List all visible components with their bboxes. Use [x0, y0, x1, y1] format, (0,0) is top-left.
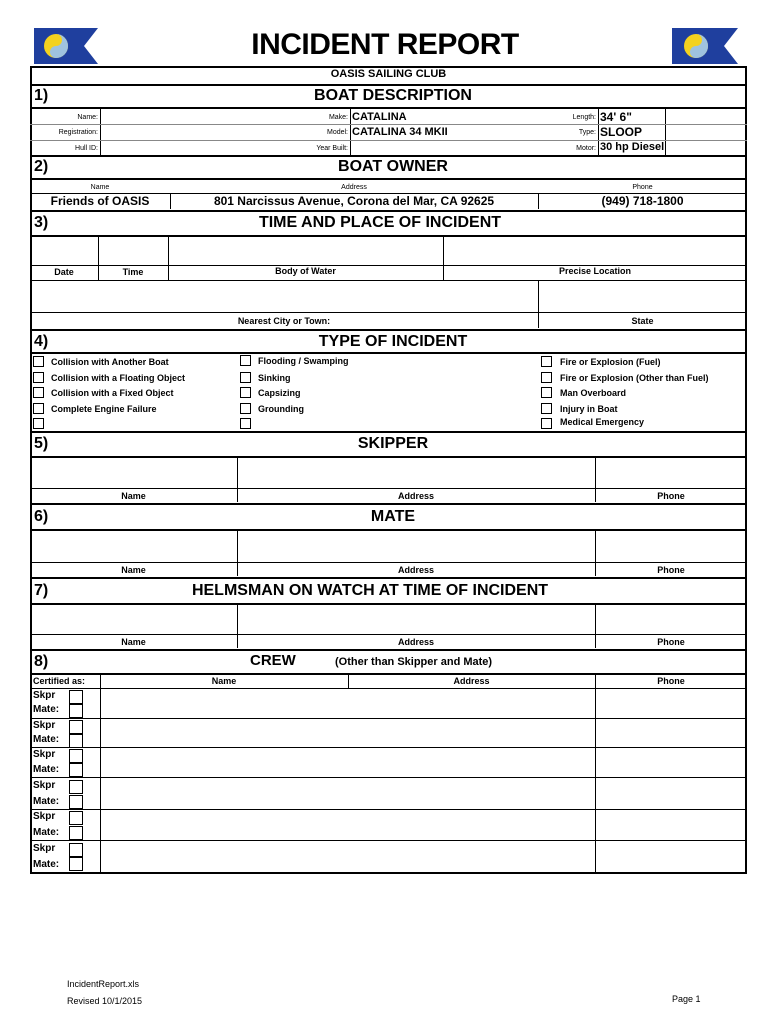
owner-address-label: Address [341, 184, 367, 191]
section-3-title: TIME AND PLACE OF INCIDENT [258, 214, 502, 231]
length-value[interactable]: 34' 6" [600, 110, 632, 124]
type-value[interactable]: SLOOP [600, 125, 643, 139]
crew-row-4-mate: Mate: [33, 796, 60, 807]
checkbox-flooding[interactable] [240, 355, 251, 366]
date-label: Date [54, 267, 74, 277]
crew-row-4-skpr-checkbox[interactable] [69, 780, 83, 794]
checkbox-collision-fixed-object[interactable] [33, 387, 44, 398]
section-7-title: HELMSMAN ON WATCH AT TIME OF INCIDENT [191, 582, 549, 599]
incident-man-overboard: Man Overboard [560, 388, 627, 398]
crew-row-2-mate-checkbox[interactable] [69, 734, 83, 748]
checkbox-collision-floating-object[interactable] [33, 372, 44, 383]
section-2-number: 2) [34, 158, 49, 175]
checkbox-injury[interactable] [541, 403, 552, 414]
crew-address-label: Address [453, 676, 490, 686]
certified-as-label: Certified as: [33, 676, 86, 686]
crew-row-1-skpr: Skpr [33, 690, 56, 701]
crew-row-4-skpr: Skpr [33, 780, 56, 791]
checkbox-other-col2[interactable] [240, 418, 251, 429]
section-8-number: 8) [34, 653, 49, 670]
incident-fire-fuel: Fire or Explosion (Fuel) [560, 357, 661, 367]
footer-revised: Revised 10/1/2015 [67, 996, 143, 1006]
mate-name-label: Name [121, 565, 146, 575]
model-value[interactable]: CATALINA 34 MKII [352, 126, 448, 138]
section-8-title: CREW [250, 652, 296, 669]
hull-id-label: Hull ID: [75, 145, 98, 152]
crew-row-3-mate-checkbox[interactable] [69, 763, 83, 777]
crew-row-2-skpr-checkbox[interactable] [69, 720, 83, 734]
section-2-title: BOAT OWNER [338, 158, 448, 175]
incident-medical: Medical Emergency [560, 417, 645, 427]
mate-address-label: Address [397, 565, 434, 575]
section-1-number: 1) [34, 87, 49, 104]
checkbox-sinking[interactable] [240, 372, 251, 383]
section-3-number: 3) [34, 214, 49, 231]
skipper-phone-label: Phone [657, 491, 685, 501]
precise-location-label: Precise Location [558, 266, 632, 276]
owner-phone-value[interactable]: (949) 718-1800 [601, 194, 684, 208]
helmsman-name-label: Name [121, 637, 146, 647]
club-name: OASIS SAILING CLUB [330, 68, 447, 80]
crew-row-3-mate: Mate: [33, 764, 60, 775]
skipper-address-label: Address [397, 491, 434, 501]
incident-capsizing: Capsizing [258, 388, 301, 398]
checkbox-fire-fuel[interactable] [541, 356, 552, 367]
crew-row-4-mate-checkbox[interactable] [69, 795, 83, 809]
section-4-title: TYPE OF INCIDENT [318, 333, 468, 350]
type-label: Type: [578, 129, 596, 136]
crew-row-1-mate: Mate: [33, 704, 60, 715]
section-1-title: BOAT DESCRIPTION [314, 87, 472, 104]
crew-row-1-skpr-checkbox[interactable] [69, 690, 83, 704]
crew-row-6-skpr: Skpr [33, 843, 56, 854]
incident-engine-failure: Complete Engine Failure [51, 404, 157, 414]
incident-collision-fixed-object: Collision with a Fixed Object [51, 388, 174, 398]
year-built-label: Year Built: [316, 145, 348, 152]
owner-phone-label: Phone [632, 184, 653, 191]
incident-grounding: Grounding [258, 404, 304, 414]
incident-fire-other: Fire or Explosion (Other than Fuel) [560, 373, 709, 383]
crew-row-6-mate: Mate: [33, 859, 60, 870]
checkbox-collision-another-boat[interactable] [33, 356, 44, 367]
owner-name-value[interactable]: Friends of OASIS [50, 194, 150, 208]
crew-row-5-mate-checkbox[interactable] [69, 826, 83, 840]
registration-label: Registration: [58, 129, 98, 136]
time-label: Time [122, 267, 144, 277]
section-8-subtitle: (Other than Skipper and Mate) [335, 656, 493, 668]
body-of-water-label: Body of Water [275, 266, 336, 276]
crew-row-3-skpr: Skpr [33, 749, 56, 760]
model-label: Model: [326, 129, 348, 136]
checkbox-engine-failure[interactable] [33, 403, 44, 414]
crew-row-6-mate-checkbox[interactable] [69, 857, 83, 871]
oasis-burgee-right-icon [672, 28, 738, 64]
motor-value[interactable]: 30 hp Diesel [600, 141, 665, 153]
crew-row-2-skpr: Skpr [33, 720, 56, 731]
section-5-title: SKIPPER [357, 435, 429, 452]
incident-injury: Injury in Boat [560, 404, 618, 414]
helmsman-address-label: Address [397, 637, 434, 647]
section-7-number: 7) [34, 582, 49, 599]
nearest-city-label: Nearest City or Town: [237, 316, 331, 326]
oasis-burgee-left-icon [34, 28, 98, 64]
checkbox-grounding[interactable] [240, 403, 251, 414]
crew-name-label: Name [211, 676, 237, 686]
make-value[interactable]: CATALINA [352, 111, 407, 123]
crew-row-6-skpr-checkbox[interactable] [69, 843, 83, 857]
footer-filename: IncidentReport.xls [67, 979, 140, 989]
crew-row-5-mate: Mate: [33, 827, 60, 838]
footer-page-number: Page 1 [672, 994, 701, 1004]
incident-collision-floating-object: Collision with a Floating Object [51, 373, 186, 383]
skipper-name-label: Name [121, 491, 146, 501]
page-title: INCIDENT REPORT [251, 28, 519, 61]
length-label: Length: [572, 114, 596, 121]
owner-name-label: Name [90, 184, 110, 191]
crew-row-5-skpr: Skpr [33, 811, 56, 822]
section-5-number: 5) [34, 435, 49, 452]
checkbox-other-col1[interactable] [33, 418, 44, 429]
crew-row-1-mate-checkbox[interactable] [69, 704, 83, 718]
incident-collision-another-boat: Collision with Another Boat [51, 357, 169, 367]
crew-row-3-skpr-checkbox[interactable] [69, 749, 83, 763]
section-6-number: 6) [34, 508, 49, 525]
section-4-number: 4) [34, 333, 49, 350]
checkbox-capsizing[interactable] [240, 387, 251, 398]
helmsman-phone-label: Phone [657, 637, 685, 647]
checkbox-fire-other[interactable] [541, 372, 552, 383]
make-label: Make: [328, 114, 348, 121]
checkbox-man-overboard[interactable] [541, 387, 552, 398]
incident-sinking: Sinking [258, 373, 291, 383]
incident-flooding: Flooding / Swamping [258, 356, 349, 366]
crew-row-2-mate: Mate: [33, 734, 60, 745]
crew-phone-label: Phone [657, 676, 685, 686]
owner-address-value[interactable]: 801 Narcissus Avenue, Corona del Mar, CA 92625 [213, 194, 495, 208]
mate-phone-label: Phone [657, 565, 685, 575]
boat-name-label: Name: [77, 114, 98, 121]
section-6-title: MATE [370, 508, 416, 525]
checkbox-medical[interactable] [541, 418, 552, 429]
state-label: State [631, 316, 654, 326]
crew-row-5-skpr-checkbox[interactable] [69, 811, 83, 825]
motor-label: Motor: [576, 145, 596, 152]
